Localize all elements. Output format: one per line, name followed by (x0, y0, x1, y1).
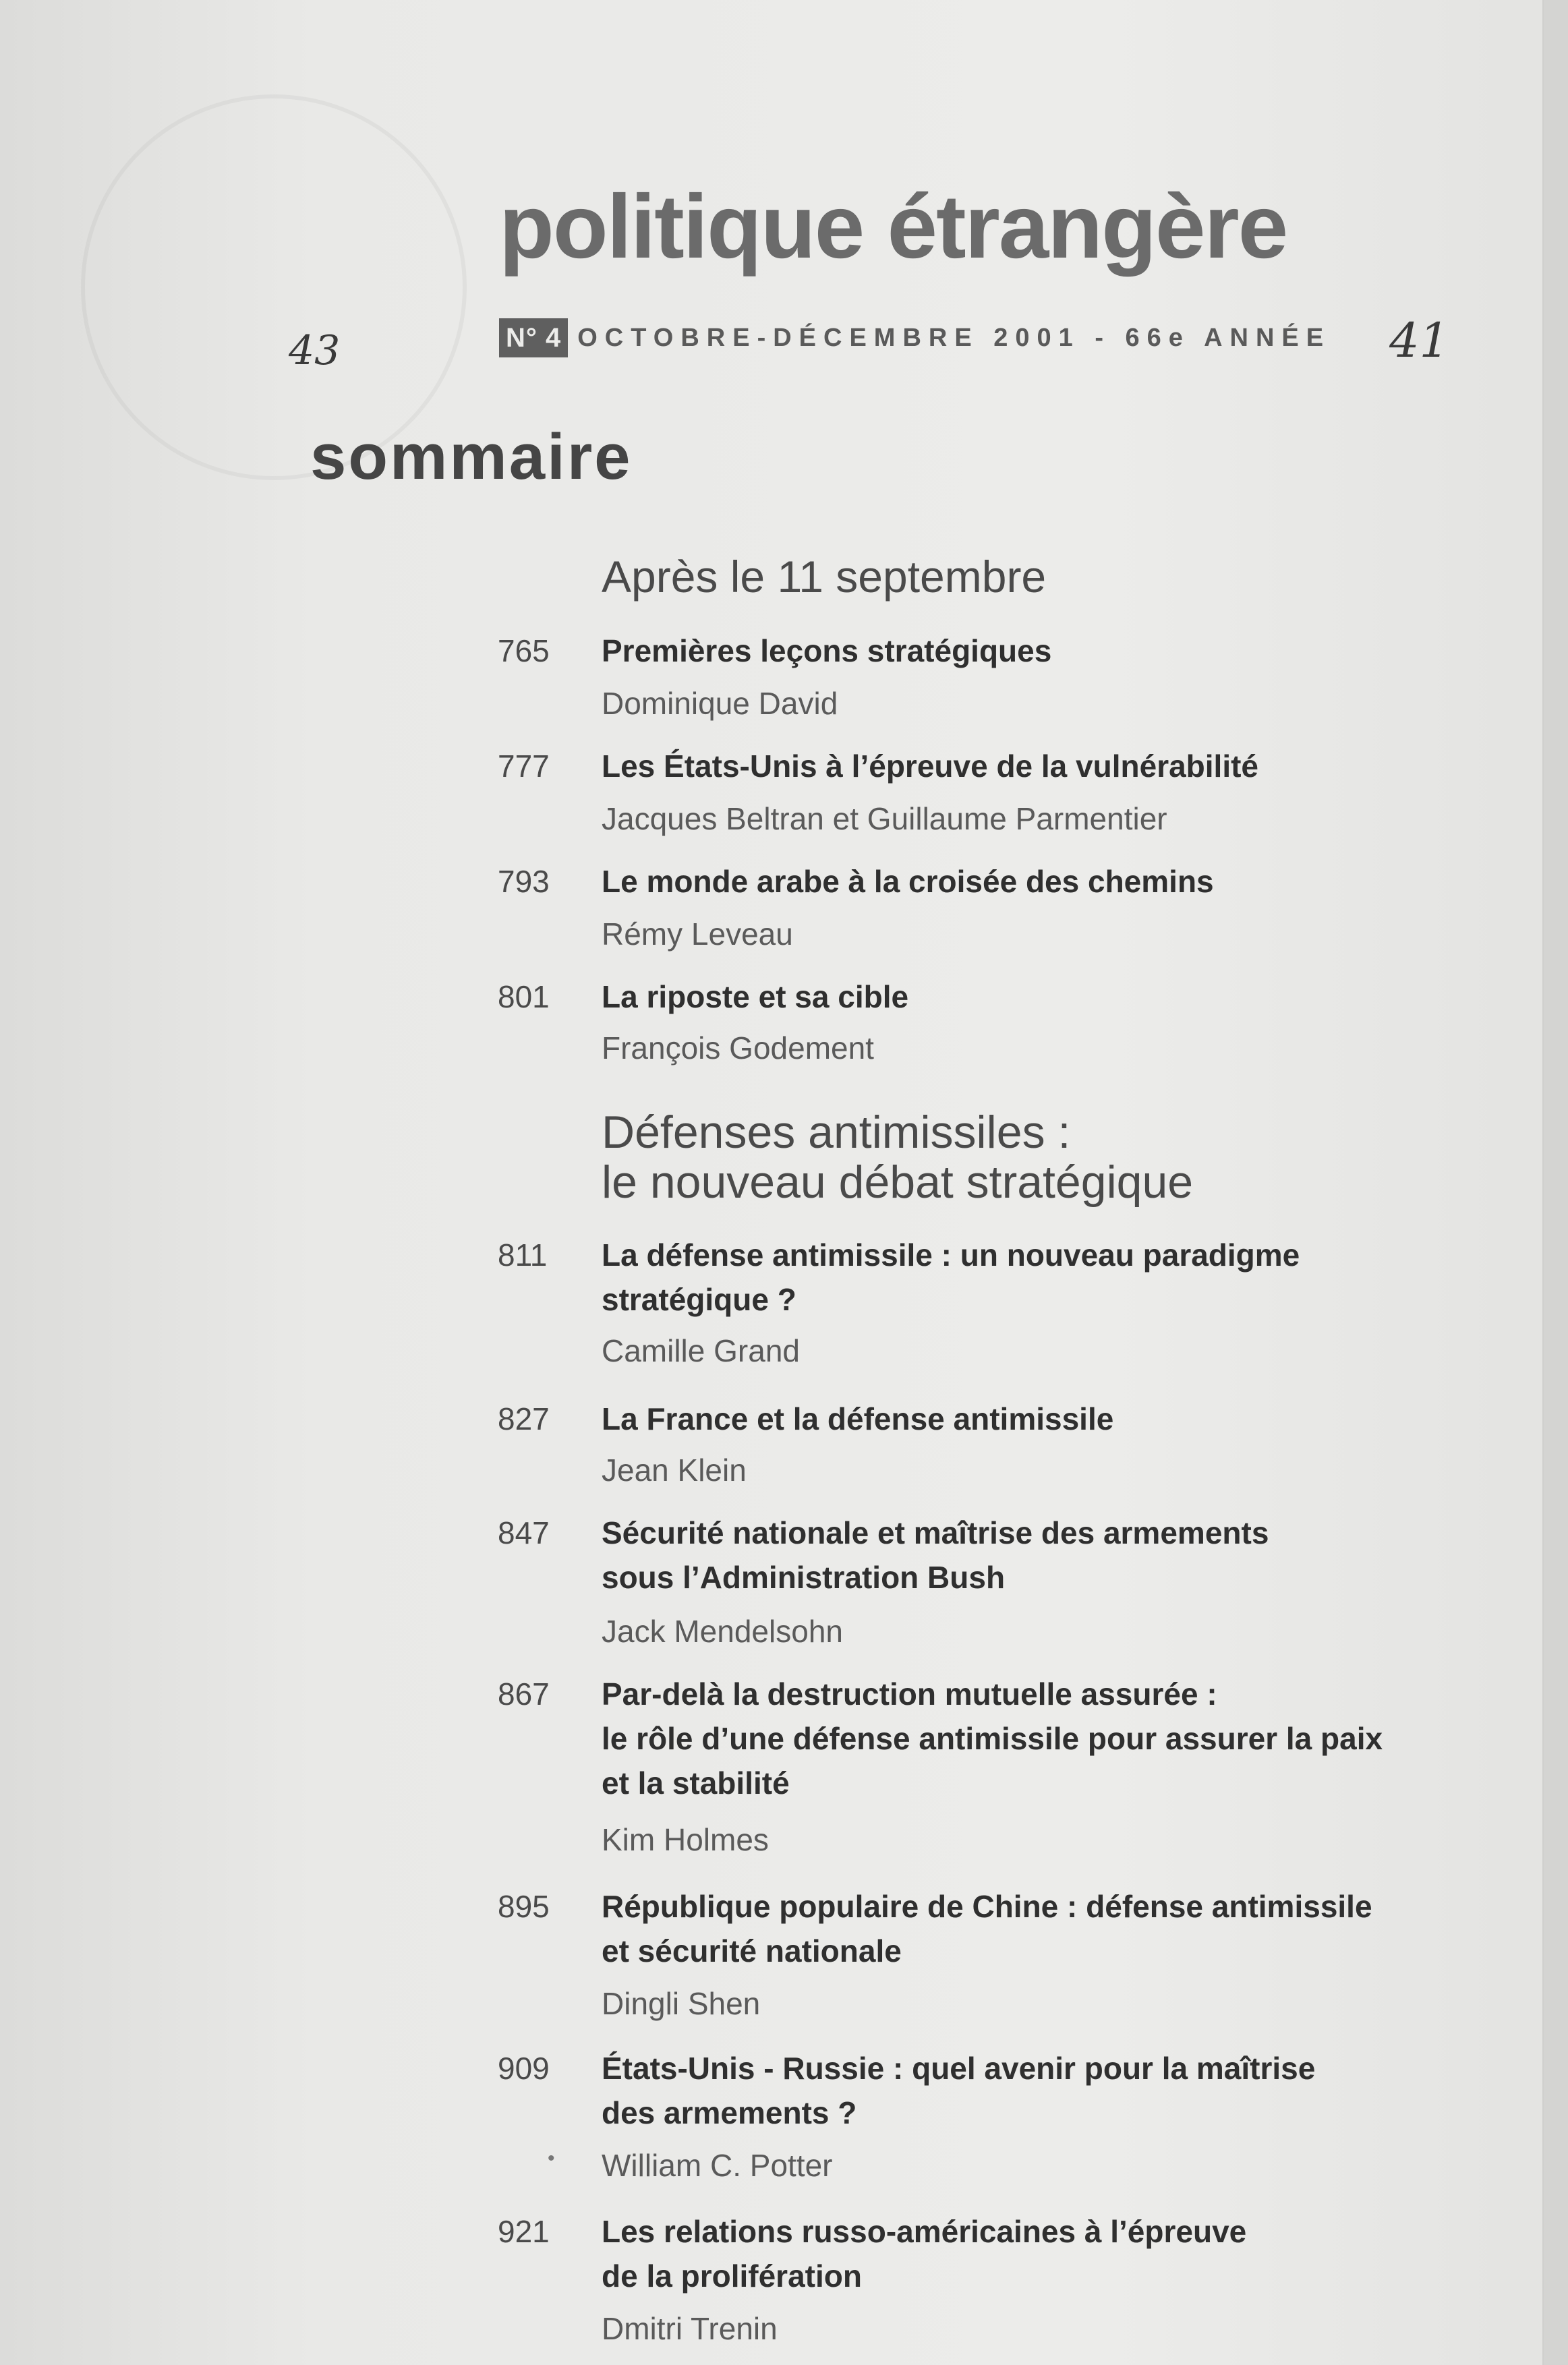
article-title: La riposte et sa cible (602, 979, 909, 1014)
section-title (602, 1107, 1194, 1208)
article-title: Premières leçons stratégiques (602, 633, 1052, 668)
section-title: Après le 11 septembre (602, 552, 1047, 602)
page-number: 801 (498, 979, 550, 1014)
article-author: Jacques Beltran et Guillaume Parmentier (602, 801, 1167, 836)
article-title-line: Les relations russo-américaines à l’épreuve (602, 2214, 1247, 2249)
article-author: Kim Holmes (602, 1822, 769, 1857)
article-title (602, 1672, 1478, 1805)
article-author: Jack Mendelsohn (602, 1614, 843, 1649)
page-edge (1542, 0, 1568, 2365)
issue-number-badge: N° 4 (499, 318, 568, 357)
page-number: 847 (498, 1515, 550, 1550)
article-title-line: le rôle d’une défense antimissile pour assurer la paix (602, 1721, 1383, 1756)
article-author: Dominique David (602, 686, 838, 721)
article-title-line: Sécurité nationale et maîtrise des armements (602, 1515, 1269, 1550)
page-number: 765 (498, 633, 550, 668)
article-title: Le monde arabe à la croisée des chemins (602, 864, 1214, 899)
bullet-dot-icon: • (548, 2147, 555, 2169)
article-author: Jean Klein (602, 1453, 747, 1488)
article-author: Dingli Shen (602, 1986, 761, 2021)
article-title-line: et sécurité nationale (602, 1933, 902, 1968)
article-author: Camille Grand (602, 1333, 800, 1368)
contents-heading: sommaire (310, 421, 633, 493)
journal-title: politique étrangère (499, 177, 1287, 277)
article-title-line: et la stabilité (602, 1765, 790, 1801)
article-title-line: La défense antimissile : un nouveau paradigme (602, 1237, 1300, 1273)
issue-line (499, 318, 1331, 357)
handwritten-note-left: 43 (289, 327, 341, 374)
page-number: 895 (498, 1889, 550, 1924)
section-title-line: le nouveau débat stratégique (602, 1157, 1194, 1208)
article-title (602, 1233, 1478, 1322)
article-title-line: de la prolifération (602, 2258, 862, 2294)
article-title: La France et la défense antimissile (602, 1401, 1114, 1436)
article-title-line: États-Unis - Russie : quel avenir pour la maîtrise (602, 2051, 1316, 2086)
article-title (602, 2046, 1478, 2135)
article-author: Dmitri Trenin (602, 2311, 778, 2346)
page-number: 921 (498, 2214, 550, 2249)
article-author: François Godement (602, 1030, 874, 1065)
article-author: Rémy Leveau (602, 916, 793, 952)
article-title (602, 1884, 1478, 1973)
page-number: 827 (498, 1401, 550, 1436)
article-title-line: des armements ? (602, 2095, 857, 2130)
article-title: Les États-Unis à l’épreuve de la vulnérabilité (602, 749, 1259, 784)
page-number: 811 (498, 1237, 548, 1273)
article-author: William C. Potter (602, 2148, 833, 2183)
article-title-line: Par-delà la destruction mutuelle assurée : (602, 1676, 1217, 1712)
section-title-line: Défenses antimissiles : (602, 1107, 1071, 1158)
article-title-line: République populaire de Chine : défense antimissile (602, 1889, 1372, 1924)
page-number: 793 (498, 864, 550, 899)
article-title-line: sous l’Administration Bush (602, 1560, 1006, 1595)
page-number: 909 (498, 2051, 550, 2086)
page-number: 777 (498, 749, 550, 784)
issue-date: OCTOBRE-DÉCEMBRE 2001 - 66e ANNÉE (577, 323, 1331, 352)
article-title (602, 2209, 1478, 2298)
page-number: 867 (498, 1676, 550, 1712)
article-title-line: stratégique ? (602, 1282, 796, 1317)
handwritten-note-right: 41 (1389, 313, 1450, 368)
article-title (602, 1511, 1478, 1600)
